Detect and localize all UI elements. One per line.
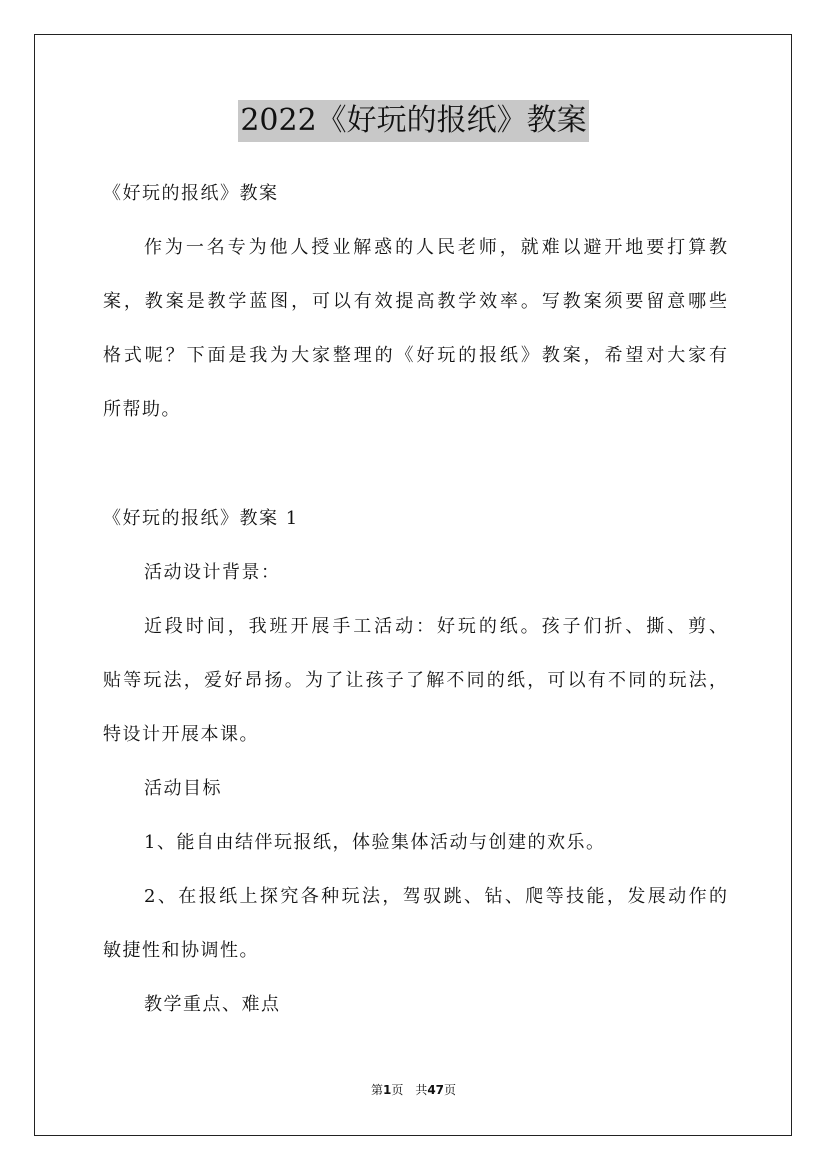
footer-prefix: 第 — [370, 1083, 383, 1097]
background-line-3: 特设计开展本课。 — [103, 724, 259, 745]
document-subtitle: 《好玩的报纸》教案 — [103, 183, 279, 204]
section-heading: 《好玩的报纸》教案 1 — [103, 508, 299, 529]
footer-total-pages: 47 — [427, 1083, 445, 1097]
background-line-2: 贴等玩法，爱好昂扬。为了让孩子了解不同的纸，可以有不同的玩法， — [103, 670, 727, 691]
footer-suffix: 页 — [444, 1083, 457, 1097]
footer-page-number: 1 — [382, 1083, 392, 1097]
key-points-heading: 教学重点、难点 — [144, 994, 281, 1015]
intro-line-3: 格式呢？下面是我为大家整理的《好玩的报纸》教案，希望对大家有 — [103, 345, 727, 366]
intro-line-4: 所帮助。 — [103, 399, 181, 420]
background-heading: 活动设计背景： — [144, 562, 281, 583]
goal-item-2-line-2: 敏捷性和协调性。 — [103, 940, 259, 961]
background-line-1: 近段时间，我班开展手工活动：好玩的纸。孩子们折、撕、剪、 — [144, 616, 727, 637]
document-title: 2022《好玩的报纸》教案 — [238, 100, 588, 142]
intro-line-2: 案，教案是教学蓝图，可以有效提高教学效率。写教案须要留意哪些 — [103, 291, 727, 312]
goal-heading: 活动目标 — [144, 778, 222, 799]
intro-line-1: 作为一名专为他人授业解惑的人民老师，就难以避开地要打算教 — [144, 237, 727, 258]
page-footer — [0, 1082, 827, 1098]
title-container — [0, 100, 827, 142]
footer-mid: 页 共 — [391, 1083, 428, 1097]
goal-item-2-line-1: 2、在报纸上探究各种玩法，驾驭跳、钻、爬等技能，发展动作的 — [144, 886, 727, 907]
goal-item-1: 1、能自由结伴玩报纸，体验集体活动与创建的欢乐。 — [144, 832, 606, 853]
